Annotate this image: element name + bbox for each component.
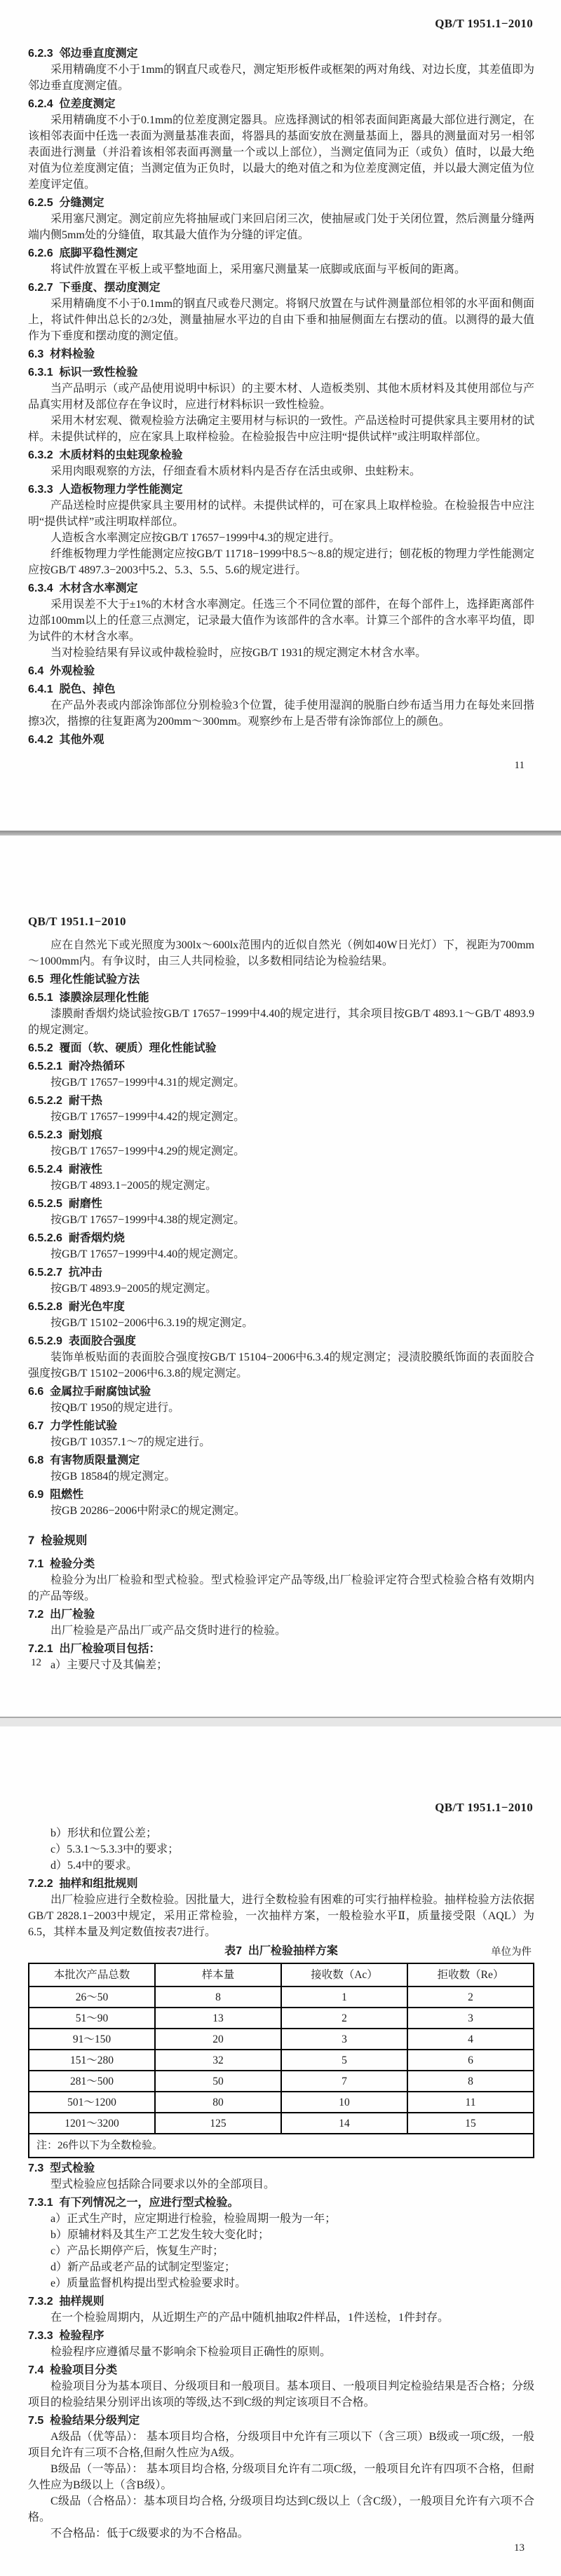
table-cell: 80 xyxy=(155,2092,281,2113)
paragraph: A级品（优等品）： 基本项目均合格，分级项目中允许有三项以下（含三项）B级或一项C级，一般项目允许有三项不合格,但耐久性应为A级。 xyxy=(28,2431,534,2459)
section-heading: 7.2.2 抽样和组批规则 xyxy=(28,1878,138,1890)
table-cell: 3 xyxy=(281,2029,407,2050)
section-heading: 6.5.2.3 耐划痕 xyxy=(28,1129,102,1141)
section-heading: 6.9 阻燃性 xyxy=(28,1489,84,1501)
paragraph: 按GB/T 17657−1999中4.40的规定测定。 xyxy=(50,1248,245,1260)
table-cell: 1201～3200 xyxy=(29,2113,155,2134)
section-heading: 6.3.4 木材含水率测定 xyxy=(28,582,138,594)
section-heading: 6.3.3 人造板物理力学性能测定 xyxy=(28,484,183,496)
section-heading: 6.2.6 底脚平稳性测定 xyxy=(28,247,138,259)
paragraph: 漆膜耐香烟灼烧试验按GB/T 17657−1999中4.40的规定进行，其余项目按GB/T 4893.1～GB/T 4893.9的规定测定。 xyxy=(28,1008,534,1036)
sampling-plan-table xyxy=(28,1963,534,2158)
paragraph: 人造板含水率测定应按GB/T 17657−1999中4.3的规定进行。 xyxy=(50,532,341,544)
page-12 xyxy=(0,836,561,1717)
table-row xyxy=(29,2092,534,2113)
paragraph: 检验分为出厂检验和型式检验。型式检验评定产品等级,出厂检验评定符合型式检验合格有效期内的产品等级。 xyxy=(28,1574,534,1602)
list-item: a）主要尺寸及其偏差； xyxy=(50,1659,168,1671)
table-cell: 1 xyxy=(281,1986,407,2008)
section-heading: 6.4.1 脱色、掉色 xyxy=(28,683,116,695)
section-heading: 6.5.2 覆面（软、硬质）理化性能试验 xyxy=(28,1042,217,1054)
page-11-content xyxy=(0,43,561,748)
table-cell: 32 xyxy=(155,2050,281,2071)
column-header: 本批次产品总数 xyxy=(29,1963,155,1986)
paragraph: 按GB 18584的规定测定。 xyxy=(50,1471,176,1483)
paragraph: 采用精确度不小于0.1mm的位差度测定器具。应选择测试的相邻表面间距离最大部位进行测定，在该相邻表面中任选一表面为测量基准表面，将器具的基面安放在测量基面上，器具的测量面对另一相邻表面进行测量（并沿着该相邻表面再测量一个或以上部位），当测定值同为正（或负）值时，以最大绝对值为位差度测定值；当测定值为正负时，以最大的绝对值之和为位差度测定值，并以最大测定值为位差度评定值。 xyxy=(28,114,534,191)
section-heading: 6.5.2.7 抗冲击 xyxy=(28,1267,102,1279)
paragraph: 出厂检验应进行全数检验。因批量大，进行全数检验有困难的可实行抽样检验。抽样检验方法依据GB/T 2828.1−2003中规定，采用正常检验，一次抽样方案，一般检验水平Ⅱ，质量接受限（AQL）为6.5，其样本量及判定数值按表7进行。 xyxy=(28,1894,534,1938)
table-cell: 15 xyxy=(407,2113,534,2134)
table-cell: 5 xyxy=(281,2050,407,2071)
section-heading: 6.2.5 分缝测定 xyxy=(28,197,104,209)
section-heading: 6.5 理化性能试验方法 xyxy=(28,974,140,986)
section-heading: 6.5.2.6 耐香烟灼烧 xyxy=(28,1232,125,1244)
section-heading: 7.1 检验分类 xyxy=(28,1558,95,1570)
paragraph: C级品（合格品）：基本项目均合格, 分级项目均达到C级以上（含C级），一般项目允许有六项不合格。 xyxy=(28,2495,534,2523)
page-separator xyxy=(0,831,561,836)
paragraph: 不合格品：低于C级要求的为不合格品。 xyxy=(50,2528,249,2540)
paragraph: 将试件放置在平板上或平整地面上，采用塞尺测量某一底脚或底面与平板间的距离。 xyxy=(50,264,466,275)
standard-code-header: QB/T 1951.1−2010 xyxy=(435,1801,533,1814)
list-item: b）原辅材料及其生产工艺发生较大变化时； xyxy=(50,2229,270,2241)
section-heading: 6.5.2.8 耐光色牢度 xyxy=(28,1301,125,1313)
table-cell: 50 xyxy=(155,2071,281,2092)
section-heading: 6.5.2.1 耐冷热循环 xyxy=(28,1061,125,1072)
table-cell: 501～1200 xyxy=(29,2092,155,2113)
paragraph: 按GB/T 17657−1999中4.29的规定测定。 xyxy=(50,1145,245,1157)
chapter-heading: 7 检验规则 xyxy=(28,1534,88,1547)
paragraph: 出厂检验是产品出厂或产品交货时进行的检验。 xyxy=(50,1625,287,1637)
section-heading: 6.7 力学性能试验 xyxy=(28,1420,118,1432)
section-heading: 6.3.1 标识一致性检验 xyxy=(28,367,138,379)
table-cell: 10 xyxy=(281,2092,407,2113)
section-heading: 7.5 检验结果分级判定 xyxy=(28,2415,140,2427)
paragraph: 采用精确度不小于1mm的钢直尺或卷尺，测定矩形板件或框架的两对角线、对边长度，其差值即为邻边垂直度测定值。 xyxy=(28,64,534,92)
page-12-content xyxy=(0,937,561,1673)
section-heading: 6.4.2 其他外观 xyxy=(28,734,104,746)
page-11 xyxy=(0,0,561,831)
paragraph: 当对检验结果有异议或仲裁检验时，应按GB/T 1931的规定测定木材含水率。 xyxy=(50,647,427,659)
paragraph: 按GB/T 17657−1999中4.42的规定测定。 xyxy=(50,1111,245,1123)
paragraph: 采用木材宏观、微观检验方法确定主要用材与标识的一致性。产品送检时可提供家具主要用材的试样。未提供试样的，应在家具上取样检验。在检验报告中应注明“提供试样”或注明取样部位。 xyxy=(28,415,534,443)
table-cell: 281～500 xyxy=(29,2071,155,2092)
paragraph: 纤维板物理力学性能测定应按GB/T 11718−1999中8.5～8.8的规定进行；刨花板的物理力学性能测定应按GB/T 4897.3−2003中5.2、5.3、5.5、5.6的规定进行。 xyxy=(28,548,534,576)
column-header: 接收数（Ac） xyxy=(281,1963,407,1986)
table-row xyxy=(29,1986,534,2008)
page-13 xyxy=(0,1726,561,2576)
list-item: c）产品长期停产后，恢复生产时； xyxy=(50,2245,224,2257)
table-row xyxy=(29,2071,534,2092)
table-note-row xyxy=(29,2134,534,2158)
page-13-blocks-before-table xyxy=(28,1825,534,1940)
column-header: 样本量 xyxy=(155,1963,281,1986)
paragraph: 在产品外表或内部涂饰部位分别检验3个位置，徒手使用湿润的脱脂白纱布适当用力在每处来回揩擦3次，揩擦的往复距离为200mm～300mm。观察纱布上是否带有涂饰部位上的颜色。 xyxy=(28,700,534,728)
section-heading: 7.3 型式检验 xyxy=(28,2162,95,2174)
section-heading: 6.2.7 下垂度、摆动度测定 xyxy=(28,282,161,294)
table-cell: 13 xyxy=(155,2008,281,2029)
paragraph: 采用肉眼观察的方法，仔细查看木质材料内是否存在活虫或卵、虫蛀粉末。 xyxy=(50,465,421,477)
table7-unit-label: 单位为件 xyxy=(491,1947,532,1958)
section-heading: 7.3.2 抽样规则 xyxy=(28,2296,104,2308)
table-cell: 2 xyxy=(281,2008,407,2029)
section-heading: 6.2.4 位差度测定 xyxy=(28,98,116,110)
standard-code-header: QB/T 1951.1−2010 xyxy=(28,915,126,928)
table-cell: 2 xyxy=(407,1986,534,2008)
paragraph: 按GB 20286−2006中附录C的规定测定。 xyxy=(50,1505,245,1517)
section-heading: 6.5.2.5 耐磨性 xyxy=(28,1198,102,1210)
section-heading: 7.2.1 出厂检验项目包括： xyxy=(28,1643,161,1655)
table-cell: 20 xyxy=(155,2029,281,2050)
paragraph: 在一个检验周期内，从近期生产的产品中随机抽取2件样品，1件送检，1件封存。 xyxy=(50,2312,450,2324)
paragraph: 按GB/T 10357.1～7的规定进行。 xyxy=(50,1436,211,1448)
page-13-content xyxy=(0,1825,561,2542)
paragraph: 按GB/T 15102−2006中6.3.19的规定测定。 xyxy=(50,1317,254,1329)
page-number: 13 xyxy=(514,2542,525,2554)
paragraph: 应在自然光下或光照度为300lx～600lx范围内的近似自然光（例如40W日光灯）下，视距为700mm～1000mm内。有争议时，由三人共同检验，以多数相同结论为检验结果。 xyxy=(28,939,534,967)
page-number: 11 xyxy=(514,760,525,771)
table-cell: 91～150 xyxy=(29,2029,155,2050)
section-heading: 6.2.3 邻边垂直度测定 xyxy=(28,48,138,60)
section-heading: 6.5.2.2 耐干热 xyxy=(28,1095,102,1107)
table-cell: 6 xyxy=(407,2050,534,2071)
paragraph: 采用误差不大于±1%的木材含水率测定。任选三个不同位置的部件，在每个部件上，选择距离部件边部100mm以上的任意三点测定，记录最大值作为该部件的含水率。计算三个部件的含水率平均值，即为试件的木材含水率。 xyxy=(28,599,534,643)
table-cell: 11 xyxy=(407,2092,534,2113)
section-heading: 7.2 出厂检验 xyxy=(28,1609,95,1621)
paragraph: 按GB/T 4893.9−2005的规定测定。 xyxy=(50,1283,217,1295)
paragraph: 产品送检时应提供家具主要用材的试样。未提供试样的，可在家具上取样检验。在检验报告中应注明“提供试样”或注明取样部位。 xyxy=(28,500,534,528)
paragraph: 按QB/T 1950的规定进行。 xyxy=(50,1402,180,1414)
paragraph: 检验程序应遵循尽量不影响余下检验项目正确性的原则。 xyxy=(50,2346,332,2358)
list-item: a）正式生产时，应定期进行检验，检验周期一般为一年； xyxy=(50,2213,337,2225)
section-heading: 7.3.1 有下列情况之一，应进行型式检验。 xyxy=(28,2197,239,2209)
section-heading: 6.5.1 漆膜涂层理化性能 xyxy=(28,992,149,1004)
page-13-blocks-after-table xyxy=(28,2160,534,2542)
list-item: d）5.4中的要求。 xyxy=(50,1860,138,1872)
paragraph: 按GB/T 4893.1−2005的规定测定。 xyxy=(50,1180,217,1192)
paragraph: 当产品明示（或产品使用说明中标识）的主要木材、人造板类别、其他木质材料及其使用部位与产品真实用材及部位存在争议时，应进行材料标识一致性检验。 xyxy=(28,383,534,411)
section-heading: 7.3.3 检验程序 xyxy=(28,2330,104,2342)
table-row xyxy=(29,2113,534,2134)
paragraph: 按GB/T 17657−1999中4.38的规定测定。 xyxy=(50,1214,245,1226)
table-cell: 51～90 xyxy=(29,2008,155,2029)
page-number: 12 xyxy=(31,1657,41,1668)
section-heading: 6.4 外观检验 xyxy=(28,665,95,677)
table-cell: 26～50 xyxy=(29,1986,155,2008)
paragraph: 按GB/T 17657−1999中4.31的规定测定。 xyxy=(50,1077,245,1089)
section-heading: 6.6 金属拉手耐腐蚀试验 xyxy=(28,1386,151,1398)
table-cell: 125 xyxy=(155,2113,281,2134)
list-item: d）新产品或老产品的试制定型鉴定； xyxy=(50,2261,236,2273)
table-cell: 151～280 xyxy=(29,2050,155,2071)
section-heading: 6.3 材料检验 xyxy=(28,348,95,360)
table-note: 注：26件以下为全数检验。 xyxy=(29,2134,534,2158)
table7-caption-row xyxy=(28,1943,534,1961)
paragraph: 型式检验应包括除合同要求以外的全部项目。 xyxy=(50,2179,276,2190)
paragraph: 采用塞尺测定。测定前应先将抽屉或门来回启闭三次，使抽屉或门处于关闭位置，然后测量分缝两端内侧5mm处的分缝值，取其最大值作为分缝的评定值。 xyxy=(28,213,534,241)
paragraph: B级品（一等品）： 基本项目均合格, 分级项目允许有二项C级，一般项目允许有四项不合格，但耐久性应为B级以上（含B级）。 xyxy=(28,2463,534,2491)
table-row xyxy=(29,2050,534,2071)
table-row xyxy=(29,2008,534,2029)
paragraph: 装饰单板贴面的表面胶合强度按GB/T 15104−2006中6.3.4的规定测定；浸渍胶膜纸饰面的表面胶合强度按GB/T 15102−2006中6.3.8的规定测定。 xyxy=(28,1351,534,1379)
paragraph: 采用精确度不小于0.1mm的钢直尺或卷尺测定。将钢尺放置在与试件测量部位相邻的水平面和侧面上，将试件伸出总长的2/3处，测量抽屉水平边的自由下垂和抽屉侧面左右摆动的值。以测得的最大值作为下垂度和摆动度的测定值。 xyxy=(28,298,534,342)
table-cell: 14 xyxy=(281,2113,407,2134)
section-heading: 6.3.2 木质材料的虫蛀现象检验 xyxy=(28,449,183,461)
table-cell: 8 xyxy=(407,2071,534,2092)
list-item: b）形状和位置公差； xyxy=(50,1827,158,1839)
table-cell: 3 xyxy=(407,2008,534,2029)
table-cell: 7 xyxy=(281,2071,407,2092)
list-item: e）质量监督机构提出型式检验要求时。 xyxy=(50,2277,247,2289)
paragraph: 检验项目分为基本项目、分级项目和一般项目。基本项目、一般项目判定检验结果是否合格；分级项目的检验结果分别评出该项的等级,达不到C级的判定该项目不合格。 xyxy=(28,2380,534,2408)
section-heading: 6.8 有害物质限量测定 xyxy=(28,1454,140,1466)
section-heading: 7.4 检验项目分类 xyxy=(28,2364,118,2376)
column-header: 拒收数（Re） xyxy=(407,1963,534,1986)
section-heading: 6.5.2.4 耐液性 xyxy=(28,1164,102,1175)
standard-code-header: QB/T 1951.1−2010 xyxy=(435,17,533,30)
table-cell: 8 xyxy=(155,1986,281,2008)
table7-caption: 表7 出厂检验抽样方案 xyxy=(224,1945,338,1957)
section-heading: 6.5.2.9 表面胶合强度 xyxy=(28,1335,136,1347)
table-cell: 4 xyxy=(407,2029,534,2050)
page-separator xyxy=(0,1717,561,1726)
table-header-row xyxy=(29,1963,534,1986)
table-row xyxy=(29,2029,534,2050)
list-item: c）5.3.1～5.3.3中的要求； xyxy=(50,1844,180,1855)
